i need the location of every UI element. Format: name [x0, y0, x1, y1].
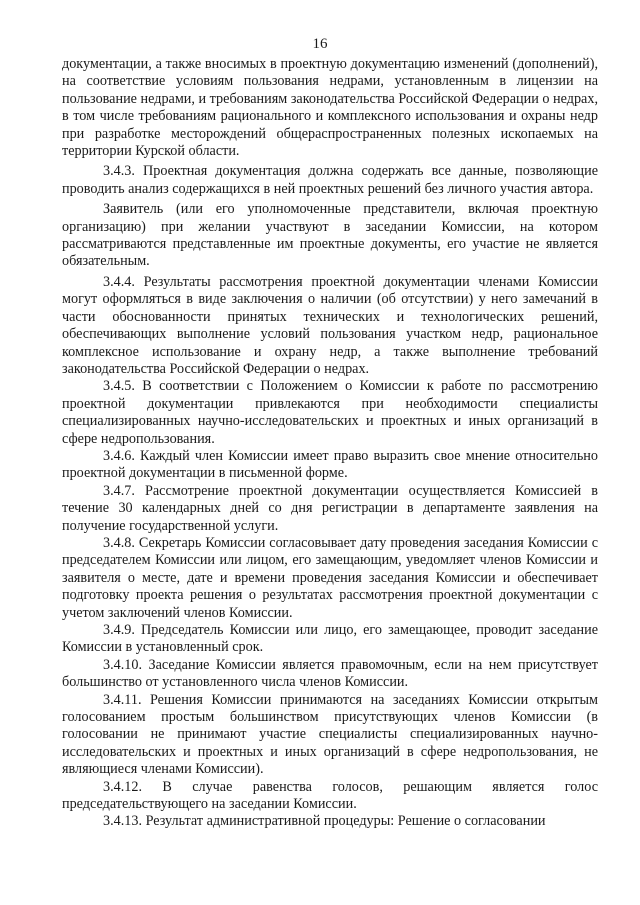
paragraph-3-4-10: 3.4.10. Заседание Комиссии является правомочным, если на нем присутствует большинство от установленного числа членов Комиссии. — [62, 656, 598, 691]
paragraph-3-4-13: 3.4.13. Результат административной процедуры: Решение о согласовании — [103, 813, 546, 830]
paragraph-3-4-3: 3.4.3. Проектная документация должна содержать все данные, позволяющие проводить анализ содержащихся в ней проектных решений без личного участия автора. — [62, 163, 598, 197]
paragraph-3-4-7: 3.4.7. Рассмотрение проектной документации осуществляется Комиссией в течение 30 календарных дней со дня регистрации в департаменте заявления на получение государственной услуги. — [62, 482, 598, 534]
paragraph-continuation: документации, а также вносимых в проектную документацию изменений (дополнений), на соответствие условиям пользования недрами, установленным в лицензии на пользование недрами, и требованиям законодательства Российской Федерации о недрах, в том числе требованиям рационального и комплексного использования и охраны недр при разработке месторождений общераспространенных полезных ископаемых на территории Курской области. — [62, 56, 598, 160]
paragraph-3-4-4: 3.4.4. Результаты рассмотрения проектной документации членами Комиссии могут оформляться в виде заключения о наличии (об отсутствии) у него замечаний в части обоснованности принятых технических и технологических решений, обеспечивающих выполнение условий пользования участком недр, рациональное комплексное использование и охрану недр, а также выполнение требований законодательства Российской Федерации о недрах. — [62, 273, 598, 377]
paragraph-3-4-8: 3.4.8. Секретарь Комиссии согласовывает дату проведения заседания Комиссии с председателем Комиссии или лицом, его замещающим, уведомляет членов Комиссии и заявителя о месте, дате и времени проведения заседания Комиссии и обеспечивает подготовку проекта решения о результатах рассмотрения проектной документации с учетом заключений членов Комиссии. — [62, 534, 598, 621]
document-body — [62, 56, 598, 831]
paragraph-applicant: Заявитель (или его уполномоченные представители, включая проектную организацию) при желании участвуют в заседании Комиссии, на котором рассматриваются представленные им проектные документы, его участие не является обязательным. — [62, 201, 598, 270]
paragraph-3-4-5: 3.4.5. В соответствии с Положением о Комиссии к работе по рассмотрению проектной документации привлекаются при необходимости специалисты специализированных научно-исследовательских и проектных и иных организаций в сфере недропользования. — [62, 378, 598, 447]
paragraph-3-4-12: 3.4.12. В случае равенства голосов, решающим является голос председательствующего на заседании Комиссии. — [62, 778, 598, 813]
paragraph-3-4-6: 3.4.6. Каждый член Комиссии имеет право выразить свое мнение относительно проектной документации в письменной форме. — [62, 447, 598, 482]
paragraph-3-4-11: 3.4.11. Решения Комиссии принимаются на заседаниях Комиссии открытым голосованием простым большинством присутствующих членов Комиссии (в голосовании не принимают участие специалисты специализированных научно-исследовательских и проектных и иных организаций в сфере недропользования, не являющиеся членами Комиссии). — [62, 691, 598, 778]
paragraph-3-4-9: 3.4.9. Председатель Комиссии или лицо, его замещающее, проводит заседание Комиссии в установленный срок. — [62, 622, 598, 656]
page-number: 16 — [312, 36, 328, 52]
